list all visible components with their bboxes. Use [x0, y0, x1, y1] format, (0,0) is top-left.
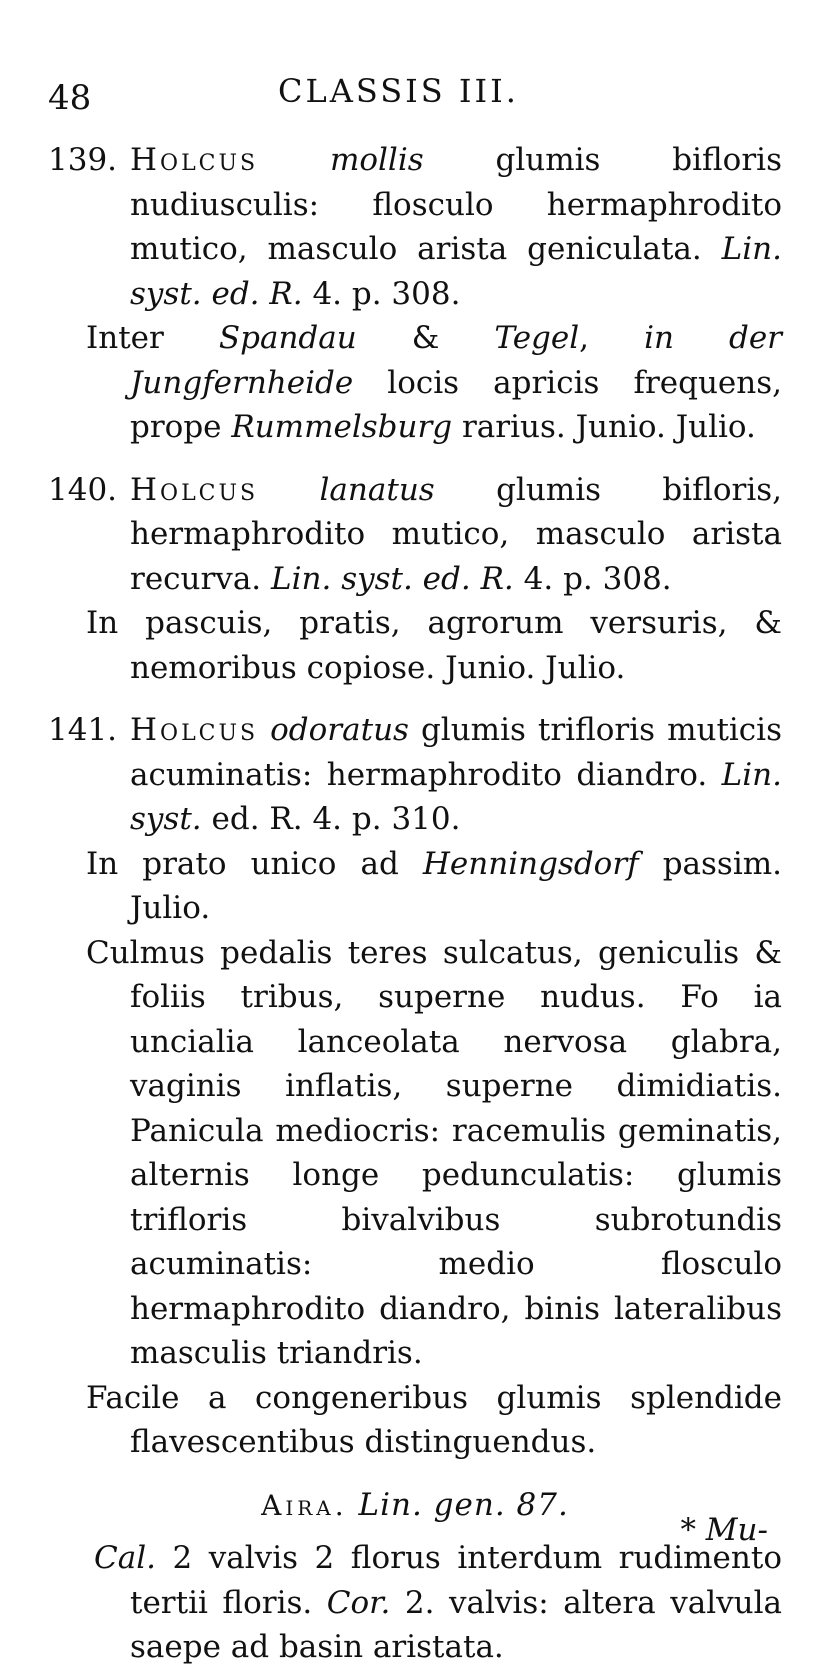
species-entry-140: [48, 468, 782, 691]
page-number: 48: [48, 78, 92, 118]
habitat-place: Rummelsburg: [231, 409, 453, 445]
corolla-text: 2. valvis: altera valvula saepe ad basin aristata.: [130, 1584, 783, 1665]
habitat-joiner: &: [356, 320, 495, 356]
reference-italic: Lin. syst. ed. R.: [130, 231, 782, 312]
entry-number: 141.: [48, 712, 118, 748]
description-text: Culmus pedalis teres sulcatus, geniculis & foliis tribus, superne nudus. Fo ia uncialia lanceolata nervosa glabra, vaginis inflatis, superne dimidiatis. Panicula mediocris: racemulis geminatis, alternis longe pedunculatis: glumis trifloris bivalvibus subrotundis acuminatis: medio flosculo hermaphrodito diandro, binis lateralibus masculis triandris.: [86, 934, 782, 1371]
species-entry-141: [48, 708, 782, 1465]
entry-number: 140.: [48, 471, 118, 508]
habitat-post: passim. Julio.: [130, 845, 782, 926]
reference-tail: 4. p. 308.: [302, 275, 461, 312]
corolla-label: Cor.: [326, 1584, 391, 1621]
diagnosis-text: glumis bifloris nudiusculis: flosculo hermaphrodito mutico, masculo arista geniculata.: [130, 142, 782, 267]
habitat-post: rarius. Junio. Julio.: [452, 409, 756, 445]
species-diagnosis: [48, 468, 782, 602]
genus-characters: [48, 1536, 782, 1670]
genus-heading-ref: Lin. gen. 87.: [347, 1486, 569, 1523]
habitat-joiner: ,: [579, 320, 645, 356]
diagnosis-text: glumis trifloris muticis acuminatis: hermaphrodito diandro.: [130, 712, 782, 793]
note-text: Facile a congeneribus glumis splendide flavescentibus distinguendus.: [86, 1379, 782, 1460]
entry-number: 139.: [48, 142, 118, 178]
habitat-pre: Inter: [86, 320, 219, 356]
habitat-text: [48, 842, 782, 931]
species-epithet: mollis: [329, 142, 424, 178]
calyx-label: Cal.: [94, 1540, 156, 1576]
species-epithet: lanatus: [319, 471, 435, 508]
page-header: [48, 72, 770, 122]
page-body: [48, 138, 782, 1670]
genus-name: Holcus: [130, 142, 259, 178]
habitat-place: in der Jungfernheide: [130, 320, 782, 401]
genus-name: Holcus: [130, 471, 259, 508]
species-diagnosis: [48, 138, 782, 316]
habitat-place: Tegel: [494, 320, 580, 356]
genus-heading-name: Aira.: [261, 1488, 348, 1522]
calyx-text: 2 valvis 2 florus interdum rudimento tertii floris.: [130, 1540, 782, 1621]
habitat-pre: In prato unico ad: [86, 845, 423, 882]
habitat-place: Henningsdorf: [422, 845, 639, 882]
reference-tail: 4. p. 308.: [513, 560, 672, 597]
species-epithet: odoratus: [270, 712, 409, 748]
species-entry-139: [48, 138, 782, 450]
habitat-place: Spandau: [218, 320, 357, 356]
running-title: CLASSIS III.: [278, 72, 519, 110]
habitat-text: [48, 316, 782, 450]
genus-name: Holcus: [130, 712, 259, 748]
reference-italic: Lin. syst. ed. R.: [271, 560, 514, 597]
genus-heading: [48, 1483, 782, 1529]
catchword: * Mu-: [680, 1512, 768, 1548]
diagnosis-text: glumis bifloris, hermaphrodito mutico, masculo arista recurva.: [130, 471, 783, 597]
habitat-joiner: locis apricis frequens, prope: [130, 364, 782, 445]
reference-italic: Lin. syst.: [130, 756, 782, 837]
species-diagnosis: [48, 708, 782, 842]
habitat-text: In pascuis, pratis, agrorum versuris, & nemoribus copiose. Junio. Julio.: [86, 605, 782, 686]
reference-tail: ed. R. 4. p. 310.: [201, 801, 461, 837]
